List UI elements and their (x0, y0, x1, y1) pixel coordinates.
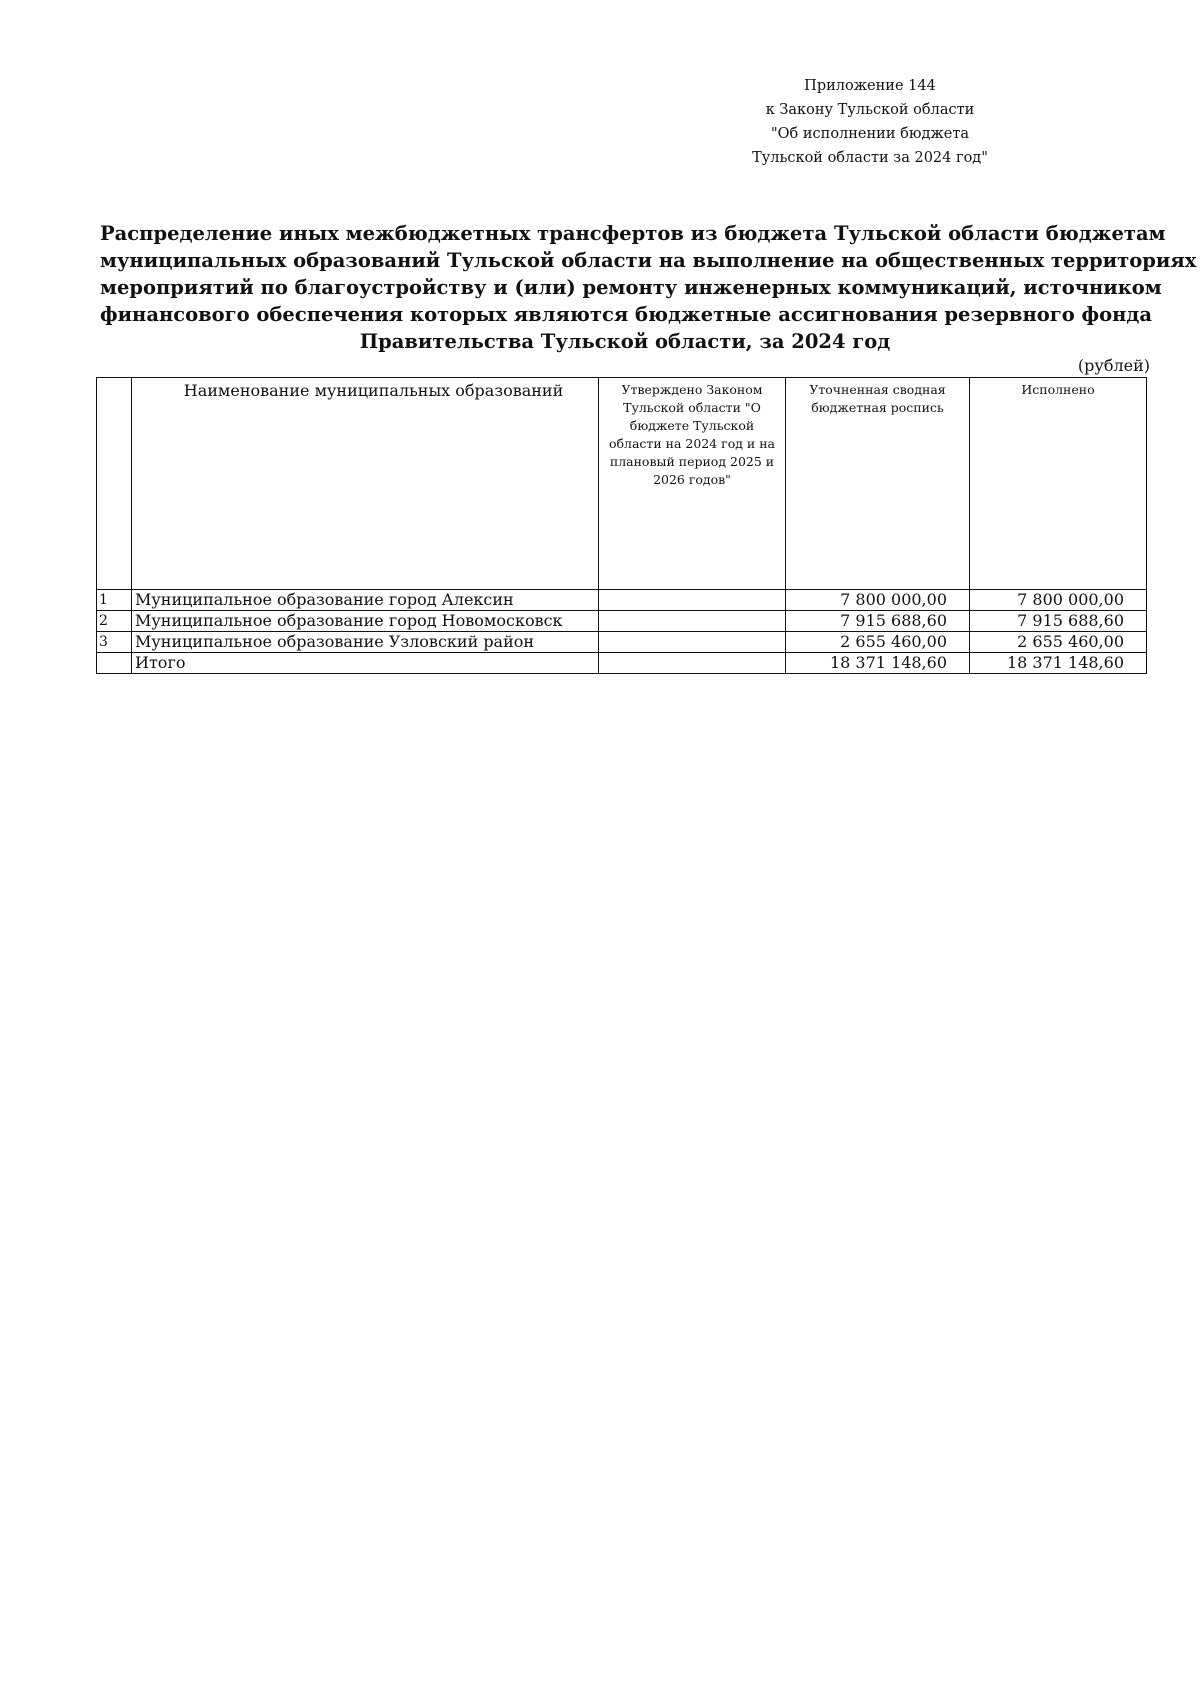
row-name: Муниципальное образование город Новомосковск (132, 611, 599, 632)
row-executed: 7 800 000,00 (970, 590, 1147, 611)
header-executed: Исполнено (970, 378, 1147, 590)
row-refined: 7 800 000,00 (786, 590, 970, 611)
row-number: 1 (97, 590, 132, 611)
row-name: Муниципальное образование город Алексин (132, 590, 599, 611)
header-index (97, 378, 132, 590)
table-row (97, 590, 1147, 611)
total-number (97, 653, 132, 674)
row-approved (599, 632, 786, 653)
title-line: мероприятий по благоустройству и (или) ремонту инженерных коммуникаций, источником (100, 276, 1162, 299)
row-number: 2 (97, 611, 132, 632)
header-name: Наименование муниципальных образований (132, 378, 599, 590)
table-row (97, 632, 1147, 653)
row-refined: 7 915 688,60 (786, 611, 970, 632)
total-row (97, 653, 1147, 674)
title-line: Правительства Тульской области, за 2024 год (359, 330, 891, 353)
header-approved: Утверждено Законом Тульской области "О бюджете Тульской области на 2024 год и на плановый период 2025 и 2026 годов" (599, 378, 786, 590)
appendix-line: "Об исполнении бюджета (770, 126, 969, 142)
title-line: Распределение иных межбюджетных трансфертов из бюджета Тульской области бюджетам (100, 222, 1166, 245)
document-title (100, 220, 1197, 355)
header-refined: Уточненная сводная бюджетная роспись (786, 378, 970, 590)
table-header-row (97, 378, 1147, 590)
table-row (97, 611, 1147, 632)
total-approved (599, 653, 786, 674)
title-line: финансового обеспечения которых являются бюджетные ассигнования резервного фонда (100, 303, 1153, 326)
units-label: (рублей) (1077, 356, 1150, 375)
appendix-line: к Закону Тульской области (765, 102, 975, 118)
total-label: Итого (132, 653, 599, 674)
total-executed: 18 371 148,60 (970, 653, 1147, 674)
row-refined: 2 655 460,00 (786, 632, 970, 653)
row-executed: 2 655 460,00 (970, 632, 1147, 653)
row-number: 3 (97, 632, 132, 653)
title-line: муниципальных образований Тульской области на выполнение на общественных территориях (100, 249, 1197, 272)
distribution-table (96, 377, 1147, 674)
row-name: Муниципальное образование Узловский район (132, 632, 599, 653)
appendix-line: Приложение 144 (804, 78, 936, 94)
row-approved (599, 590, 786, 611)
appendix-header (720, 74, 1020, 170)
total-refined: 18 371 148,60 (786, 653, 970, 674)
row-approved (599, 611, 786, 632)
appendix-line: Тульской области за 2024 год" (752, 150, 988, 166)
row-executed: 7 915 688,60 (970, 611, 1147, 632)
